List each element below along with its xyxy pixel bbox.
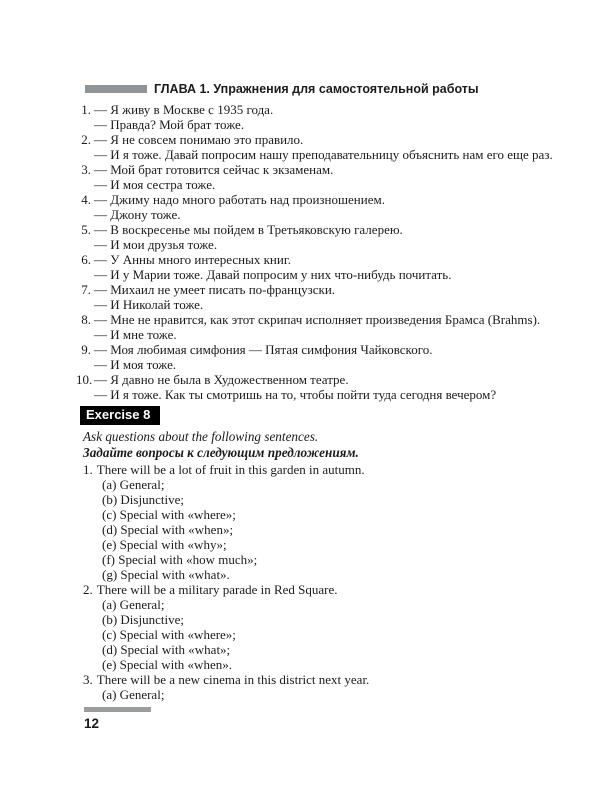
dialogue-line [76, 357, 564, 372]
dialogue-number: 9. [81, 342, 91, 357]
dialogue-line [76, 237, 564, 252]
exercise-number: 2. [83, 582, 93, 597]
dialogue-line [76, 372, 564, 387]
exercise-sentence-text: There will be a military parade in Red Square. [96, 582, 338, 597]
exercise-options [83, 597, 564, 672]
dialogue-line [76, 387, 564, 402]
dialogue-number: 2. [81, 132, 91, 147]
exercise-option: (b) Disjunctive; [102, 492, 184, 507]
dialogue-line [76, 192, 564, 207]
dialogue-line [76, 282, 564, 297]
instruction-english: Ask questions about the following sentences. [83, 429, 319, 444]
exercise-option: (b) Disjunctive; [102, 612, 184, 627]
dialogue-text: — И Николай тоже. [94, 297, 204, 312]
exercise-options [83, 687, 564, 702]
dialogue-line [76, 267, 564, 282]
dialogue-text: — И моя сестра тоже. [94, 177, 216, 192]
dialogue-line [76, 147, 564, 162]
dialogue-text: — Я давно не была в Художественном театре. [94, 372, 349, 387]
exercise-option: (c) Special with «where»; [102, 627, 236, 642]
exercise-option: (e) Special with «when». [102, 657, 232, 672]
exercise-sentence [83, 462, 564, 477]
dialogue-number: 4. [81, 192, 91, 207]
dialogue-line [76, 207, 564, 222]
dialogue-text: — Михаил не умеет писать по-французски. [94, 282, 336, 297]
exercise-options [83, 477, 564, 582]
exercise-option: (c) Special with «where»; [102, 507, 236, 522]
dialogue-number: 7. [81, 282, 91, 297]
dialogue-line [76, 132, 564, 147]
page-footer [84, 707, 151, 731]
dialogue-text: — В воскресенье мы пойдем в Третьяковскую галерею. [94, 222, 403, 237]
exercise-list [83, 462, 564, 702]
dialogue-line [76, 312, 564, 327]
exercise-number: 3. [83, 672, 93, 687]
chapter-header-bar-icon [85, 85, 147, 93]
exercise-option: (a) General; [102, 597, 165, 612]
dialogue-line [76, 177, 564, 192]
dialogue-text: — У Анны много интересных книг. [94, 252, 291, 267]
dialogue-text: — И мои друзья тоже. [94, 237, 218, 252]
dialogue-text: — Джону тоже. [94, 207, 181, 222]
footer-bar-icon [84, 707, 151, 712]
dialogue-text: — Я не совсем понимаю это правило. [94, 132, 304, 147]
dialogue-line [76, 327, 564, 342]
exercise-option: (f) Special with «how much»; [102, 552, 258, 567]
instruction-russian: Задайте вопросы к следующим предложениям. [83, 444, 359, 460]
exercise-label: Exercise 8 [80, 406, 160, 425]
dialogue-line [76, 162, 564, 177]
dialogue-line [76, 342, 564, 357]
exercise-instructions [83, 429, 564, 460]
dialogue-text: — И мне тоже. [94, 327, 177, 342]
dialogue-list [76, 102, 564, 402]
exercise-sentence-text: There will be a new cinema in this district next year. [96, 672, 370, 687]
dialogue-number: 10. [76, 372, 93, 387]
exercise-item [83, 462, 564, 582]
exercise-option: (d) Special with «what»; [102, 642, 231, 657]
exercise-item [83, 672, 564, 702]
dialogue-text: — И моя тоже. [94, 357, 177, 372]
dialogue-text: — Джиму надо много работать над произношением. [94, 192, 385, 207]
dialogue-number: 3. [81, 162, 91, 177]
exercise-sentence-text: There will be a lot of fruit in this garden in autumn. [96, 462, 365, 477]
chapter-title: ГЛАВА 1. Упражнения для самостоятельной работы [154, 82, 479, 96]
dialogue-text: — Моя любимая симфония — Пятая симфония Чайковского. [94, 342, 433, 357]
dialogue-line [76, 117, 564, 132]
dialogue-line [76, 102, 564, 117]
exercise-option: (a) General; [102, 477, 165, 492]
dialogue-number: 6. [81, 252, 91, 267]
dialogue-text: — И я тоже. Как ты смотришь на то, чтобы пойти туда сегодня вечером? [94, 387, 497, 402]
chapter-header [85, 82, 564, 96]
dialogue-text: — Правда? Мой брат тоже. [94, 117, 245, 132]
dialogue-text: — Мне не нравится, как этот скрипач исполняет произведения Брамса (Brahms). [94, 312, 541, 327]
exercise-option: (e) Special with «why»; [102, 537, 227, 552]
dialogue-line [76, 297, 564, 312]
exercise-option: (g) Special with «what». [102, 567, 230, 582]
dialogue-line [76, 252, 564, 267]
exercise-sentence [83, 582, 564, 597]
exercise-number: 1. [83, 462, 93, 477]
dialogue-text: — И у Марии тоже. Давай попросим у них что-нибудь почитать. [94, 267, 452, 282]
dialogue-number: 8. [81, 312, 91, 327]
exercise-sentence [83, 672, 564, 687]
dialogue-number: 5. [81, 222, 91, 237]
exercise-option: (a) General; [102, 687, 165, 702]
page-number: 12 [84, 716, 100, 731]
dialogue-line [76, 222, 564, 237]
dialogue-text: — И я тоже. Давай попросим нашу преподавательницу объяснить нам его еще раз. [94, 147, 553, 162]
dialogue-text: — Я живу в Москве с 1935 года. [94, 102, 274, 117]
dialogue-number: 1. [81, 102, 91, 117]
dialogue-text: — Мой брат готовится сейчас к экзаменам. [94, 162, 334, 177]
exercise-item [83, 582, 564, 672]
exercise-option: (d) Special with «when»; [102, 522, 234, 537]
